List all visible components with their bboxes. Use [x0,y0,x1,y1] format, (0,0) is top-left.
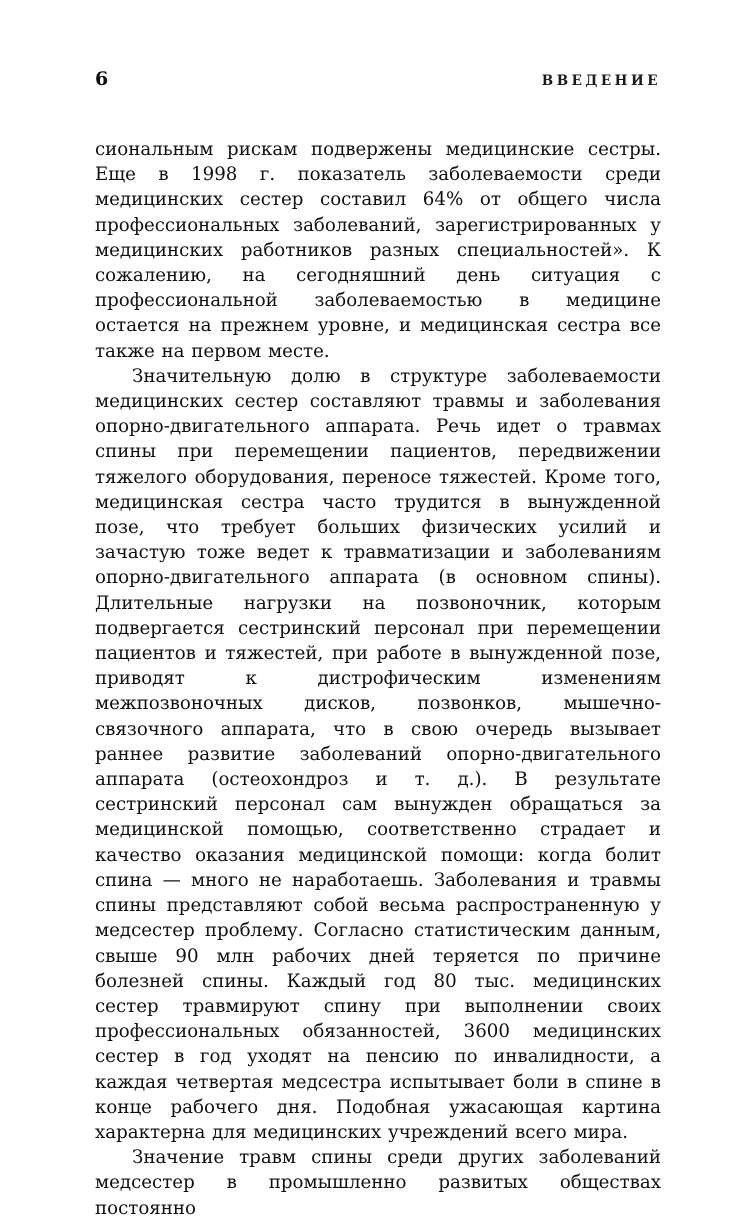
paragraph-1: сиональным рискам подвержены медицинские сестры. Еще в 1998 г. показатель заболеваемости среди медицинских сестер составил 64% от общего числа профессиональных заболеваний, зарегистрированных у медицинских работников разных специальностей». К сожалению, на сегодняшний день ситуация с профессиональной заболеваемостью в медицине остается на прежнем уровне, и медицинская сестра все также на первом месте. [95,139,661,362]
paragraph-3: Значение травм спины среди других заболеваний медсестер в промышленно развитых обществах постоянно [95,1147,661,1219]
page-number: 6 [95,68,109,90]
page-header [95,68,661,90]
page-body [95,137,661,1221]
paragraph-2: Значительную долю в структуре заболеваемости медицинских сестер составляют травмы и заболевания опорно-двигательного аппарата. Речь идет о травмах спины при перемещении пациентов, передвижении тяжелого оборудования, переносе тяжестей. Кроме того, медицинская сестра часто трудится в вынужденной позе, что требует больших физических усилий и зачастую тоже ведет к травматизации и заболеваниям опорно-двигательного аппарата (в основном спины). Длительные нагрузки на позвоночник, которым подвергается сестринский персонал при перемещении пациентов и тяжестей, при работе в вынужденной позе, приводят к дистрофическим изменениям межпозвоночных дисков, позвонков, мышечно-связочного аппарата, что в свою очередь вызывает раннее развитие заболеваний опорно-двигательного аппарата (остеохондроз и т. д.). В результате сестринский персонал сам вынужден обращаться за медицинской помощью, соответственно страдает и качество оказания медицинской помощи: когда болит спина — много не наработаешь. Заболевания и травмы спины представляют собой весьма распространенную у медсестер проблему. Согласно статистическим данным, свыше 90 млн рабочих дней теряется по причине болезней спины. Каждый год 80 тыс. медицинских сестер травмируют спину при выполнении своих профессиональных обязанностей, 3600 медицинских сестер в год уходят на пенсию по инвалидности, а каждая четвертая медсестра испытывает боли в спине в конце рабочего дня. Подобная ужасающая картина характерна для медицинских учреждений всего мира. [95,365,661,1143]
running-title: ВВЕДЕНИЕ [541,73,661,89]
